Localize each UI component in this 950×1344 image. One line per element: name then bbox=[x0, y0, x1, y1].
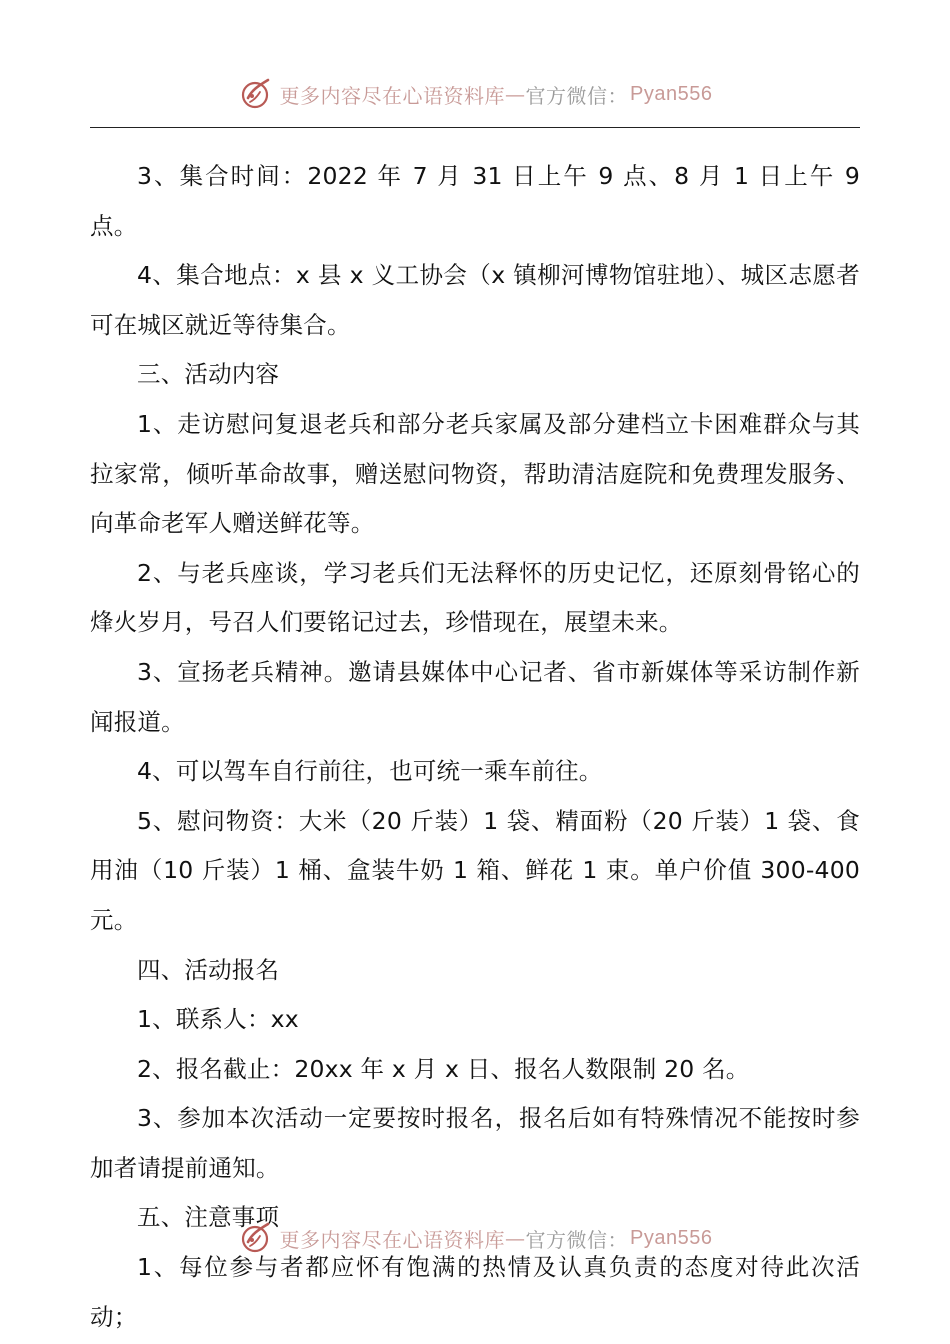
pen-circle-logo-icon bbox=[238, 76, 274, 112]
paragraph: 1、联系人：xx bbox=[137, 1005, 299, 1034]
paragraph: 3、参加本次活动一定要按时报名，报名后如有特殊情况不能按时参加者请提前通知。 bbox=[90, 1104, 860, 1182]
paragraph: 4、集合地点：x 县 x 义工协会（x 镇柳河博物馆驻地）、城区志愿者可在城区就近等待集合。 bbox=[90, 261, 860, 339]
section-heading: 五、注意事项 bbox=[137, 1203, 280, 1232]
paragraph: 1、走访慰问复退老兵和部分老兵家属及部分建档立卡困难群众与其拉家常，倾听革命故事，赠送慰问物资，帮助清洁庭院和免费理发服务、向革命老军人赠送鲜花等。 bbox=[90, 409, 860, 538]
paragraph: 2、报名截止：20xx 年 x 月 x 日、报名人数限制 20 名。 bbox=[137, 1054, 750, 1083]
watermark-brand-text: 更多内容尽在心语资料库 bbox=[279, 83, 506, 108]
watermark-wechat-label: 官方微信： bbox=[525, 1227, 629, 1252]
paragraph: 5、慰问物资：大米（20 斤装）1 袋、精面粉（20 斤装）1 袋、食用油（10 斤装）1 桶、盒装牛奶 1 箱、鲜花 1 束。单户价值 300-400 元。 bbox=[90, 806, 860, 934]
paragraph: 4、可以驾车自行前往，也可统一乘车前往。 bbox=[137, 757, 603, 786]
watermark-brand-text: 更多内容尽在心语资料库 bbox=[279, 1227, 506, 1252]
paragraph: 3、宣扬老兵精神。邀请县媒体中心记者、省市新媒体等采访制作新闻报道。 bbox=[90, 657, 860, 736]
document-body bbox=[90, 152, 860, 1342]
header-divider bbox=[90, 127, 860, 128]
pen-circle-logo-icon bbox=[238, 1220, 274, 1256]
section-heading: 三、活动内容 bbox=[137, 360, 280, 389]
section-heading: 四、活动报名 bbox=[137, 955, 280, 984]
page-header-watermark bbox=[0, 72, 950, 116]
page-footer-watermark bbox=[0, 1216, 950, 1260]
watermark-wechat-label: 官方微信： bbox=[525, 83, 629, 108]
watermark-separator: — bbox=[505, 82, 526, 106]
watermark-wechat-id: Pyan556 bbox=[630, 1226, 713, 1249]
paragraph: 3、集合时间：2022 年 7 月 31 日上午 9 点、8 月 1 日上午 9 点。 bbox=[90, 162, 860, 240]
paragraph: 1、每位参与者都应怀有饱满的热情及认真负责的态度对待此次活动； bbox=[90, 1253, 860, 1331]
watermark-wechat-id: Pyan556 bbox=[630, 82, 713, 105]
watermark-separator: — bbox=[505, 1226, 526, 1250]
paragraph: 2、与老兵座谈，学习老兵们无法释怀的历史记忆，还原刻骨铭心的烽火岁月，号召人们要铭记过去，珍惜现在，展望未来。 bbox=[90, 558, 860, 637]
